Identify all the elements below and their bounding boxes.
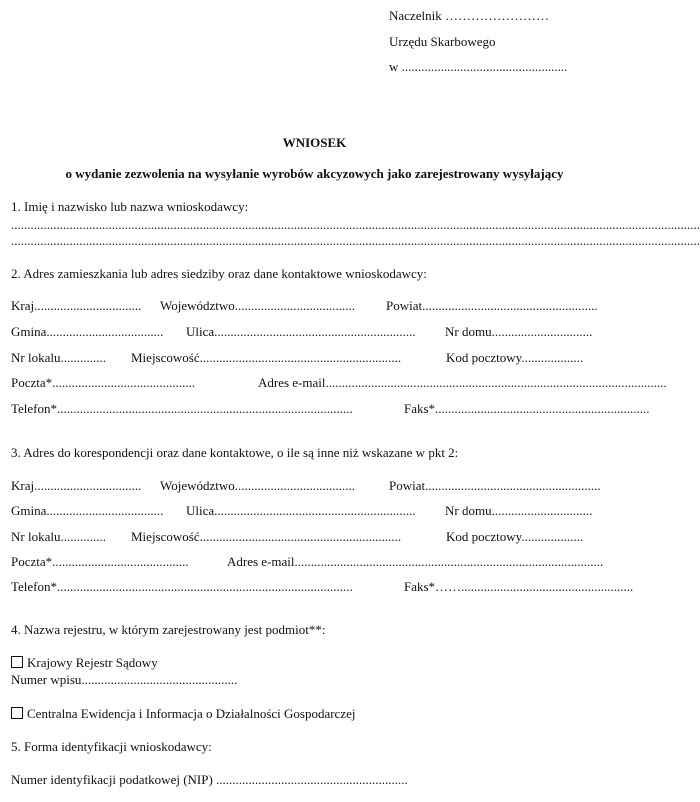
name-field-line-2[interactable]: .................................................................................................................................................................................................................... — [11, 233, 700, 248]
s3-street-field[interactable]: Ulica.............................................................. — [186, 503, 416, 518]
addressee-line-2: Urzędu Skarbowego — [389, 34, 496, 49]
s3-phone-field[interactable]: Telefon*........................................................................................... — [11, 579, 353, 594]
section-4-label: 4. Nazwa rejestru, w którym zarejestrowany jest podmiot**: — [11, 622, 326, 637]
document-subtitle: o wydanie zezwolenia na wysyłanie wyrobów akcyzowych jako zarejestrowany wysyłający — [65, 166, 564, 181]
s3-house-number-field[interactable]: Nr domu............................... — [445, 503, 593, 518]
krs-checkbox[interactable] — [11, 656, 23, 668]
s2-email-field[interactable]: Adres e-mail......................................................................................................... — [258, 375, 667, 390]
nip-field[interactable]: Numer identyfikacji podatkowej (NIP) ........................................................... — [11, 772, 408, 787]
s2-country-field[interactable]: Kraj................................. — [11, 298, 142, 313]
name-field-line-1[interactable]: .................................................................................................................................................................................................................... — [11, 217, 700, 232]
s2-phone-field[interactable]: Telefon*........................................................................................... — [11, 401, 353, 416]
s3-country-field[interactable]: Kraj................................. — [11, 478, 142, 493]
s3-email-field[interactable]: Adres e-mail............................................................................................... — [227, 554, 604, 569]
s2-county-field[interactable]: Powiat...................................................... — [386, 298, 598, 313]
s2-apartment-field[interactable]: Nr lokalu.............. — [11, 350, 106, 365]
s2-fax-field[interactable]: Faks*.................................................................. — [404, 401, 650, 416]
section-5-label: 5. Forma identyfikacji wnioskodawcy: — [11, 739, 212, 754]
s3-commune-field[interactable]: Gmina.................................... — [11, 503, 164, 518]
section-1-label: 1. Imię i nazwisko lub nazwa wnioskodawcy: — [11, 199, 249, 214]
s2-post-office-field[interactable]: Poczta*............................................ — [11, 375, 196, 390]
krs-option[interactable] — [11, 655, 158, 670]
s3-fax-field[interactable]: Faks*……..................................................... — [404, 579, 634, 594]
ceidg-option[interactable] — [11, 706, 355, 721]
s3-postal-code-field[interactable]: Kod pocztowy................... — [446, 529, 584, 544]
s3-voivodeship-field[interactable]: Województwo..................................... — [160, 478, 356, 493]
s2-city-field[interactable]: Miejscowość.............................................................. — [131, 350, 402, 365]
ceidg-option-label: Centralna Ewidencja i Informacja o Działalności Gospodarczej — [27, 706, 356, 721]
s2-postal-code-field[interactable]: Kod pocztowy................... — [446, 350, 584, 365]
addressee-line-1: Naczelnik …………………… — [389, 8, 549, 23]
s2-street-field[interactable]: Ulica.............................................................. — [186, 324, 416, 339]
s3-city-field[interactable]: Miejscowość.............................................................. — [131, 529, 402, 544]
document-title: WNIOSEK — [282, 135, 347, 150]
s2-voivodeship-field[interactable]: Województwo..................................... — [160, 298, 356, 313]
s3-county-field[interactable]: Powiat...................................................... — [389, 478, 601, 493]
krs-option-label: Krajowy Rejestr Sądowy — [27, 655, 158, 670]
s3-post-office-field[interactable]: Poczta*.......................................... — [11, 554, 189, 569]
section-2-label: 2. Adres zamieszkania lub adres siedziby oraz dane kontaktowe wnioskodawcy: — [11, 266, 427, 281]
s2-house-number-field[interactable]: Nr domu............................... — [445, 324, 593, 339]
addressee-line-3: w ................................................... — [389, 59, 568, 74]
ceidg-checkbox[interactable] — [11, 707, 23, 719]
section-3-label: 3. Adres do korespondencji oraz dane kontaktowe, o ile są inne niż wskazane w pkt 2: — [11, 445, 459, 460]
entry-number-field[interactable]: Numer wpisu................................................ — [11, 672, 238, 687]
s3-apartment-field[interactable]: Nr lokalu.............. — [11, 529, 106, 544]
s2-commune-field[interactable]: Gmina.................................... — [11, 324, 164, 339]
